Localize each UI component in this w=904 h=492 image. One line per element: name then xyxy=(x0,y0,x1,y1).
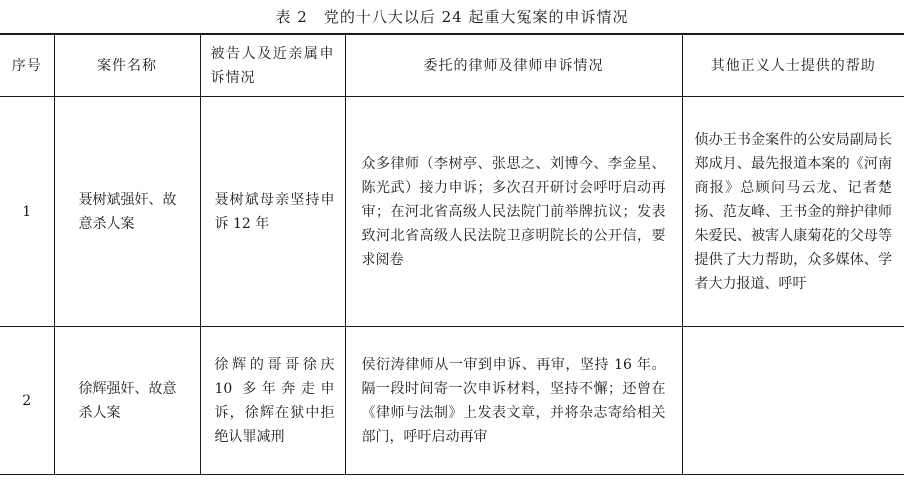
lawyer-appeal: 侯衍涛律师从一审到申诉、再审，坚持 16 年。隔一段时间寄一次申诉材料，坚持不懈；还曾在《律师与法制》上发表文章，并将杂志寄给相关部门，呼吁启动再审 xyxy=(345,327,682,475)
other-help: 侦办王书金案件的公安局副局长郑成月、最先报道本案的《河南商报》总顾问马云龙、记者楚扬、范友峰、王书金的辩护律师朱爱民、被害人康菊花的父母等提供了大力帮助，众多媒体、学者大力报道、呼吁 xyxy=(682,97,904,327)
defendant-appeal: 徐辉的哥哥徐庆 10 多年奔走申诉，徐辉在狱中拒绝认罪减刑 xyxy=(200,327,345,475)
case-name: 聂树斌强奸、故意杀人案 xyxy=(54,97,200,327)
case-name: 徐辉强奸、故意杀人案 xyxy=(54,327,200,475)
header-defendant-appeal: 被告人及近亲属申诉情况 xyxy=(200,35,345,97)
lawyer-appeal: 众多律师（李树亭、张思之、刘博今、李金星、陈光武）接力申诉；多次召开研讨会呼吁启动再审；在河北省高级人民法院门前举牌抗议；发表致河北省高级人民法院卫彦明院长的公开信，要求阅卷 xyxy=(345,97,682,327)
header-other-help: 其他正义人士提供的帮助 xyxy=(682,35,904,97)
row-number: 1 xyxy=(0,97,54,327)
header-lawyer-appeal: 委托的律师及律师申诉情况 xyxy=(345,35,682,97)
header-num: 序号 xyxy=(0,35,54,97)
table-title: 表 2 党的十八大以后 24 起重大冤案的申诉情况 xyxy=(275,8,629,26)
other-help xyxy=(682,327,904,475)
row-number: 2 xyxy=(0,327,54,475)
defendant-appeal: 聂树斌母亲坚持申诉 12 年 xyxy=(200,97,345,327)
appeals-table xyxy=(0,35,904,475)
header-case-name: 案件名称 xyxy=(54,35,200,97)
table-header-row xyxy=(0,35,904,97)
table-row xyxy=(0,327,904,475)
table-row xyxy=(0,97,904,327)
